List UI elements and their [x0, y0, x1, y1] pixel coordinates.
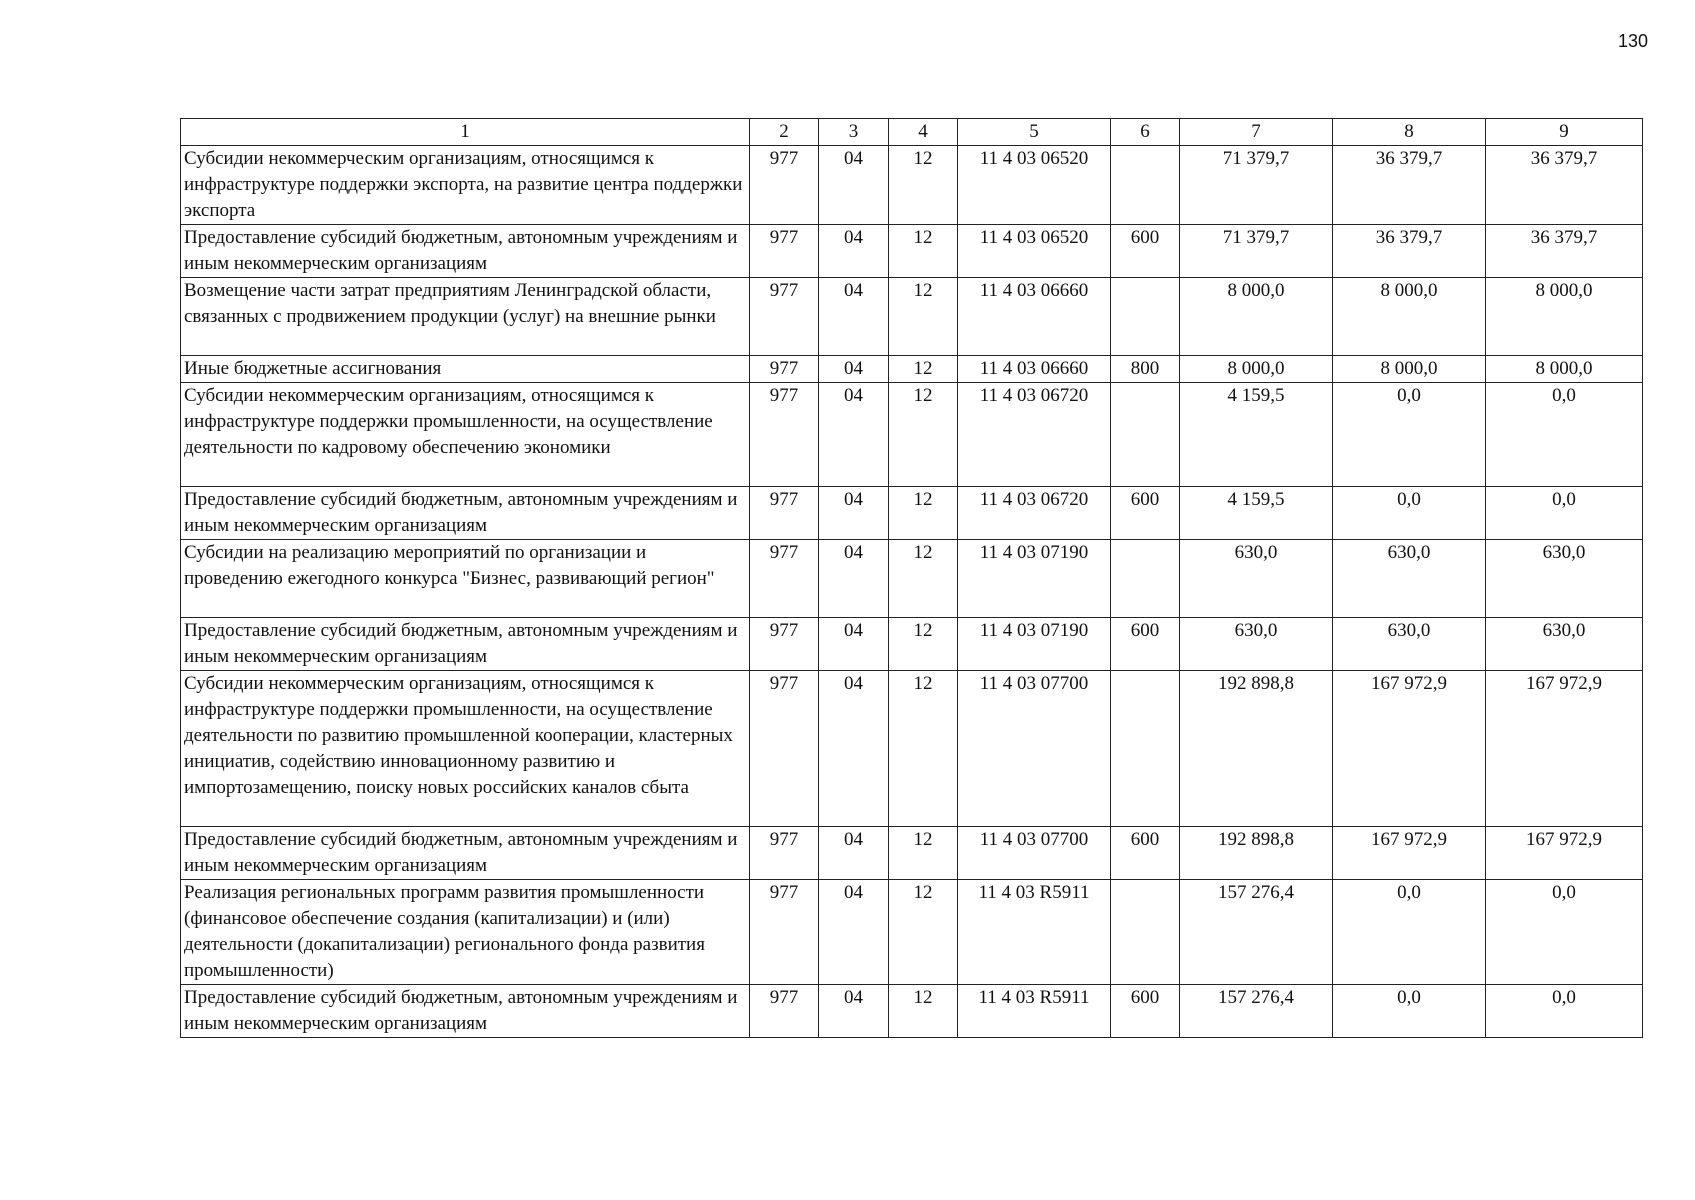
row-description: Предоставление субсидий бюджетным, автономным учреждениям и иным некоммерческим организациям	[181, 985, 750, 1038]
cell-amount-year2: 0,0	[1333, 487, 1486, 540]
cell-expense-type: 600	[1111, 985, 1180, 1038]
cell-amount-year2: 167 972,9	[1333, 671, 1486, 827]
cell-amount-year1: 8 000,0	[1180, 278, 1333, 356]
row-description: Субсидии некоммерческим организациям, относящимся к инфраструктуре поддержки промышленности, на осуществление деятельности по кадровому обеспечению экономики	[181, 383, 750, 487]
row-description: Предоставление субсидий бюджетным, автономным учреждениям и иным некоммерческим организациям	[181, 827, 750, 880]
cell-subsection: 12	[889, 827, 958, 880]
table-row	[181, 618, 1643, 671]
cell-expense-type: 800	[1111, 356, 1180, 383]
cell-target-article: 11 4 03 R5911	[958, 985, 1111, 1038]
cell-subsection: 12	[889, 618, 958, 671]
cell-admin-code: 977	[750, 618, 819, 671]
row-description: Возмещение части затрат предприятиям Ленинградской области, связанных с продвижением продукции (услуг) на внешние рынки	[181, 278, 750, 356]
cell-expense-type: 600	[1111, 618, 1180, 671]
row-description: Реализация региональных программ развития промышленности (финансовое обеспечение создания (капитализации) и (или) деятельности (докапитализации) регионального фонда развития промышленности)	[181, 880, 750, 985]
cell-admin-code: 977	[750, 540, 819, 618]
cell-amount-year1: 4 159,5	[1180, 383, 1333, 487]
cell-section: 04	[819, 225, 889, 278]
cell-target-article: 11 4 03 R5911	[958, 880, 1111, 985]
cell-target-article: 11 4 03 06720	[958, 487, 1111, 540]
cell-amount-year1: 71 379,7	[1180, 146, 1333, 225]
cell-section: 04	[819, 671, 889, 827]
cell-admin-code: 977	[750, 278, 819, 356]
row-description: Предоставление субсидий бюджетным, автономным учреждениям и иным некоммерческим организациям	[181, 618, 750, 671]
cell-target-article: 11 4 03 06660	[958, 356, 1111, 383]
cell-subsection: 12	[889, 985, 958, 1038]
cell-amount-year2: 630,0	[1333, 540, 1486, 618]
column-header: 7	[1180, 119, 1333, 146]
cell-subsection: 12	[889, 146, 958, 225]
row-description: Иные бюджетные ассигнования	[181, 356, 750, 383]
column-header: 6	[1111, 119, 1180, 146]
cell-expense-type	[1111, 880, 1180, 985]
table-row	[181, 146, 1643, 225]
cell-section: 04	[819, 356, 889, 383]
table-body	[181, 146, 1643, 1038]
cell-amount-year3: 0,0	[1486, 487, 1643, 540]
column-header: 4	[889, 119, 958, 146]
table-row	[181, 827, 1643, 880]
cell-target-article: 11 4 03 06720	[958, 383, 1111, 487]
cell-amount-year3: 167 972,9	[1486, 671, 1643, 827]
cell-amount-year2: 36 379,7	[1333, 225, 1486, 278]
cell-target-article: 11 4 03 07190	[958, 540, 1111, 618]
row-description: Предоставление субсидий бюджетным, автономным учреждениям и иным некоммерческим организациям	[181, 225, 750, 278]
cell-amount-year1: 157 276,4	[1180, 880, 1333, 985]
table-row	[181, 356, 1643, 383]
cell-amount-year1: 630,0	[1180, 540, 1333, 618]
cell-target-article: 11 4 03 07700	[958, 671, 1111, 827]
column-header: 2	[750, 119, 819, 146]
cell-expense-type	[1111, 383, 1180, 487]
cell-amount-year3: 167 972,9	[1486, 827, 1643, 880]
cell-admin-code: 977	[750, 671, 819, 827]
cell-amount-year2: 8 000,0	[1333, 278, 1486, 356]
cell-amount-year3: 36 379,7	[1486, 146, 1643, 225]
cell-target-article: 11 4 03 06660	[958, 278, 1111, 356]
cell-subsection: 12	[889, 225, 958, 278]
cell-amount-year3: 8 000,0	[1486, 278, 1643, 356]
cell-expense-type	[1111, 540, 1180, 618]
cell-expense-type	[1111, 671, 1180, 827]
header-row	[181, 119, 1643, 146]
cell-admin-code: 977	[750, 827, 819, 880]
cell-subsection: 12	[889, 383, 958, 487]
cell-amount-year1: 192 898,8	[1180, 671, 1333, 827]
cell-subsection: 12	[889, 487, 958, 540]
cell-amount-year3: 36 379,7	[1486, 225, 1643, 278]
cell-amount-year1: 630,0	[1180, 618, 1333, 671]
cell-expense-type	[1111, 278, 1180, 356]
cell-admin-code: 977	[750, 356, 819, 383]
table-row	[181, 383, 1643, 487]
cell-amount-year2: 167 972,9	[1333, 827, 1486, 880]
cell-amount-year2: 0,0	[1333, 383, 1486, 487]
row-description: Субсидии некоммерческим организациям, относящимся к инфраструктуре поддержки экспорта, на развитие центра поддержки экспорта	[181, 146, 750, 225]
cell-target-article: 11 4 03 07190	[958, 618, 1111, 671]
cell-amount-year2: 8 000,0	[1333, 356, 1486, 383]
cell-section: 04	[819, 383, 889, 487]
budget-table	[180, 118, 1643, 1038]
cell-admin-code: 977	[750, 225, 819, 278]
table-row	[181, 880, 1643, 985]
cell-section: 04	[819, 618, 889, 671]
column-header: 8	[1333, 119, 1486, 146]
cell-section: 04	[819, 827, 889, 880]
cell-section: 04	[819, 540, 889, 618]
cell-section: 04	[819, 278, 889, 356]
cell-amount-year1: 8 000,0	[1180, 356, 1333, 383]
cell-subsection: 12	[889, 356, 958, 383]
cell-admin-code: 977	[750, 487, 819, 540]
cell-amount-year1: 157 276,4	[1180, 985, 1333, 1038]
cell-expense-type: 600	[1111, 487, 1180, 540]
cell-subsection: 12	[889, 540, 958, 618]
cell-amount-year2: 630,0	[1333, 618, 1486, 671]
row-description: Предоставление субсидий бюджетным, автономным учреждениям и иным некоммерческим организациям	[181, 487, 750, 540]
cell-section: 04	[819, 146, 889, 225]
row-description: Субсидии некоммерческим организациям, относящимся к инфраструктуре поддержки промышленности, на осуществление деятельности по развитию промышленной кооперации, кластерных инициатив, содействию инновационному развитию и импортозамещению, поиску новых российских каналов сбыта	[181, 671, 750, 827]
cell-admin-code: 977	[750, 985, 819, 1038]
cell-section: 04	[819, 985, 889, 1038]
row-description: Субсидии на реализацию мероприятий по организации и проведению ежегодного конкурса "Бизнес, развивающий регион"	[181, 540, 750, 618]
cell-amount-year3: 630,0	[1486, 540, 1643, 618]
cell-amount-year1: 192 898,8	[1180, 827, 1333, 880]
cell-subsection: 12	[889, 278, 958, 356]
cell-expense-type: 600	[1111, 225, 1180, 278]
page-number: 130	[1618, 31, 1649, 51]
cell-amount-year3: 0,0	[1486, 985, 1643, 1038]
cell-target-article: 11 4 03 06520	[958, 225, 1111, 278]
column-header: 9	[1486, 119, 1643, 146]
cell-amount-year1: 4 159,5	[1180, 487, 1333, 540]
cell-expense-type: 600	[1111, 827, 1180, 880]
table-row	[181, 540, 1643, 618]
cell-expense-type	[1111, 146, 1180, 225]
cell-section: 04	[819, 487, 889, 540]
cell-admin-code: 977	[750, 880, 819, 985]
cell-amount-year3: 8 000,0	[1486, 356, 1643, 383]
cell-admin-code: 977	[750, 383, 819, 487]
cell-target-article: 11 4 03 07700	[958, 827, 1111, 880]
column-header: 3	[819, 119, 889, 146]
cell-section: 04	[819, 880, 889, 985]
cell-target-article: 11 4 03 06520	[958, 146, 1111, 225]
cell-subsection: 12	[889, 671, 958, 827]
column-header: 5	[958, 119, 1111, 146]
cell-admin-code: 977	[750, 146, 819, 225]
cell-amount-year2: 0,0	[1333, 880, 1486, 985]
cell-amount-year3: 0,0	[1486, 383, 1643, 487]
cell-amount-year1: 71 379,7	[1180, 225, 1333, 278]
cell-amount-year2: 0,0	[1333, 985, 1486, 1038]
cell-amount-year2: 36 379,7	[1333, 146, 1486, 225]
cell-amount-year3: 630,0	[1486, 618, 1643, 671]
table-row	[181, 985, 1643, 1038]
table-row	[181, 225, 1643, 278]
column-header: 1	[181, 119, 750, 146]
table-row	[181, 671, 1643, 827]
table-row	[181, 278, 1643, 356]
cell-subsection: 12	[889, 880, 958, 985]
table-row	[181, 487, 1643, 540]
cell-amount-year3: 0,0	[1486, 880, 1643, 985]
